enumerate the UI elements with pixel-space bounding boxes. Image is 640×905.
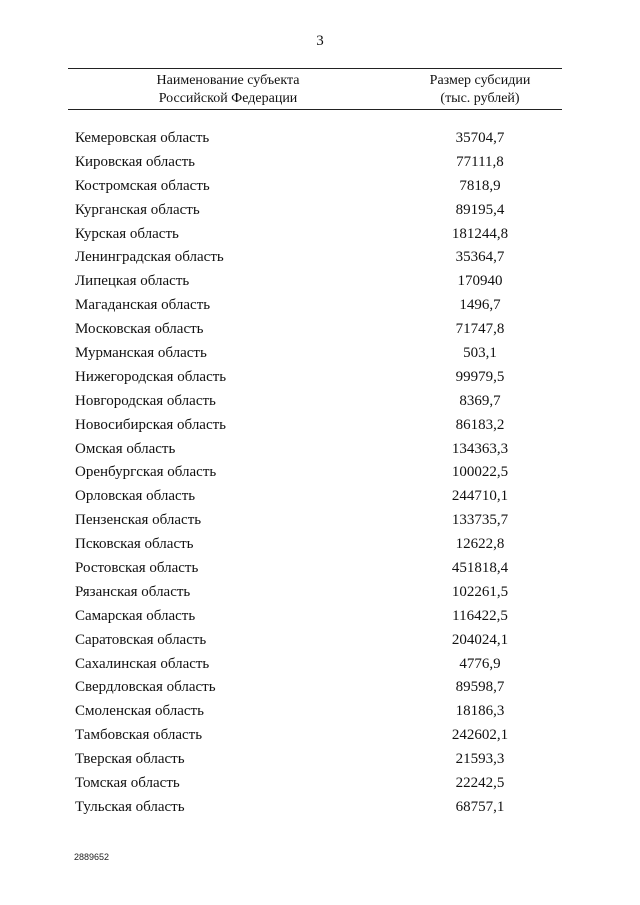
region-name: Смоленская область — [75, 703, 204, 720]
region-name: Кировская область — [75, 153, 196, 170]
subsidy-amount: 181244,8 — [451, 225, 509, 242]
table-row — [0, 175, 640, 199]
region-name: Мурманская область — [75, 345, 207, 362]
table-row — [0, 151, 640, 175]
region-name: Кемеровская область — [75, 130, 210, 146]
subsidy-amount: 12622,8 — [455, 536, 505, 553]
table-row — [0, 223, 640, 247]
region-name: Свердловская область — [75, 679, 216, 696]
subsidy-amount: 99979,5 — [455, 368, 505, 385]
region-name: Костромская область — [75, 177, 210, 194]
document-code: 2889652 — [74, 852, 110, 862]
region-name: Курганская область — [75, 201, 200, 218]
region-name: Сахалинская область — [75, 655, 210, 672]
region-name: Псковская область — [75, 536, 194, 553]
table-row — [0, 676, 640, 700]
table-row — [0, 700, 640, 724]
subsidy-amount: 503,1 — [463, 345, 497, 362]
subsidy-amount: 68757,1 — [455, 798, 505, 815]
region-name: Ленинградская область — [75, 249, 224, 266]
subsidy-amount: 204024,1 — [451, 631, 509, 648]
header-name-line1: Наименование субъекта — [156, 73, 300, 88]
subsidy-amount: 242602,1 — [451, 727, 509, 744]
subsidy-amount: 244710,1 — [451, 488, 509, 505]
table-row — [0, 342, 640, 366]
subsidy-amount: 86183,2 — [455, 416, 505, 433]
subsidy-amount: 1496,7 — [459, 297, 501, 314]
subsidy-amount: 451818,4 — [451, 560, 509, 577]
table-row — [0, 270, 640, 294]
header-amount-line2: (тыс. рублей) — [440, 91, 520, 106]
table-row — [0, 629, 640, 653]
table-top-rule — [68, 68, 562, 69]
region-name: Нижегородская область — [75, 368, 227, 385]
table-row — [0, 557, 640, 581]
table-row — [0, 533, 640, 557]
table-row — [0, 724, 640, 748]
table-row — [0, 581, 640, 605]
table-row — [0, 653, 640, 677]
subsidy-amount: 133735,7 — [451, 512, 509, 529]
subsidy-amount: 89598,7 — [455, 679, 505, 696]
subsidy-amount: 4776,9 — [459, 655, 501, 672]
subsidy-amount: 102261,5 — [451, 583, 509, 600]
region-name: Тверская область — [75, 751, 185, 768]
region-name: Новгородская область — [75, 392, 216, 409]
table-row — [0, 509, 640, 533]
subsidy-amount: 134363,3 — [451, 440, 509, 457]
subsidy-amount: 18186,3 — [455, 703, 505, 720]
region-name: Московская область — [75, 321, 204, 338]
region-name: Тульская область — [75, 798, 185, 815]
region-name: Орловская область — [75, 488, 196, 505]
table-row — [0, 772, 640, 796]
subsidy-amount: 8369,7 — [459, 392, 501, 409]
table-body — [0, 127, 640, 820]
table-header-rule — [68, 109, 562, 110]
region-name: Пензенская область — [75, 512, 202, 529]
table-row — [0, 366, 640, 390]
region-name: Курская область — [75, 225, 179, 242]
region-name: Саратовская область — [75, 631, 207, 648]
subsidy-amount: 7818,9 — [459, 177, 501, 194]
table-row — [0, 461, 640, 485]
table-row — [0, 390, 640, 414]
subsidy-amount: 170940 — [457, 273, 503, 290]
table-header-amount — [395, 72, 565, 108]
subsidy-amount: 71747,8 — [455, 321, 505, 338]
subsidy-amount: 21593,3 — [455, 751, 505, 768]
region-name: Томская область — [75, 775, 180, 792]
table-row — [0, 438, 640, 462]
table-row — [0, 246, 640, 270]
subsidy-amount: 89195,4 — [455, 201, 505, 218]
subsidy-amount: 116422,5 — [452, 607, 508, 624]
region-name: Магаданская область — [75, 297, 211, 314]
table-row — [0, 294, 640, 318]
table-row — [0, 605, 640, 629]
subsidy-amount: 100022,5 — [451, 464, 509, 481]
subsidy-amount: 77111,8 — [456, 153, 504, 170]
region-name: Ростовская область — [75, 560, 199, 577]
subsidy-amount: 22242,5 — [455, 775, 505, 792]
table-row — [0, 127, 640, 151]
table-row — [0, 199, 640, 223]
table-row — [0, 485, 640, 509]
region-name: Омская область — [75, 440, 176, 457]
table-row — [0, 796, 640, 820]
header-name-line2: Российской Федерации — [158, 91, 298, 106]
page-number: 3 — [316, 33, 324, 49]
header-amount-line1: Размер субсидии — [429, 73, 531, 88]
table-row — [0, 318, 640, 342]
subsidy-amount: 35364,7 — [455, 249, 505, 266]
region-name: Самарская область — [75, 607, 196, 624]
table-row — [0, 414, 640, 438]
region-name: Оренбургская область — [75, 464, 217, 481]
table-header-name — [128, 72, 328, 108]
region-name: Рязанская область — [75, 583, 191, 600]
region-name: Липецкая область — [75, 273, 190, 290]
region-name: Новосибирская область — [75, 416, 227, 433]
region-name: Тамбовская область — [75, 727, 203, 744]
table-row — [0, 748, 640, 772]
subsidy-amount: 35704,7 — [455, 130, 505, 146]
